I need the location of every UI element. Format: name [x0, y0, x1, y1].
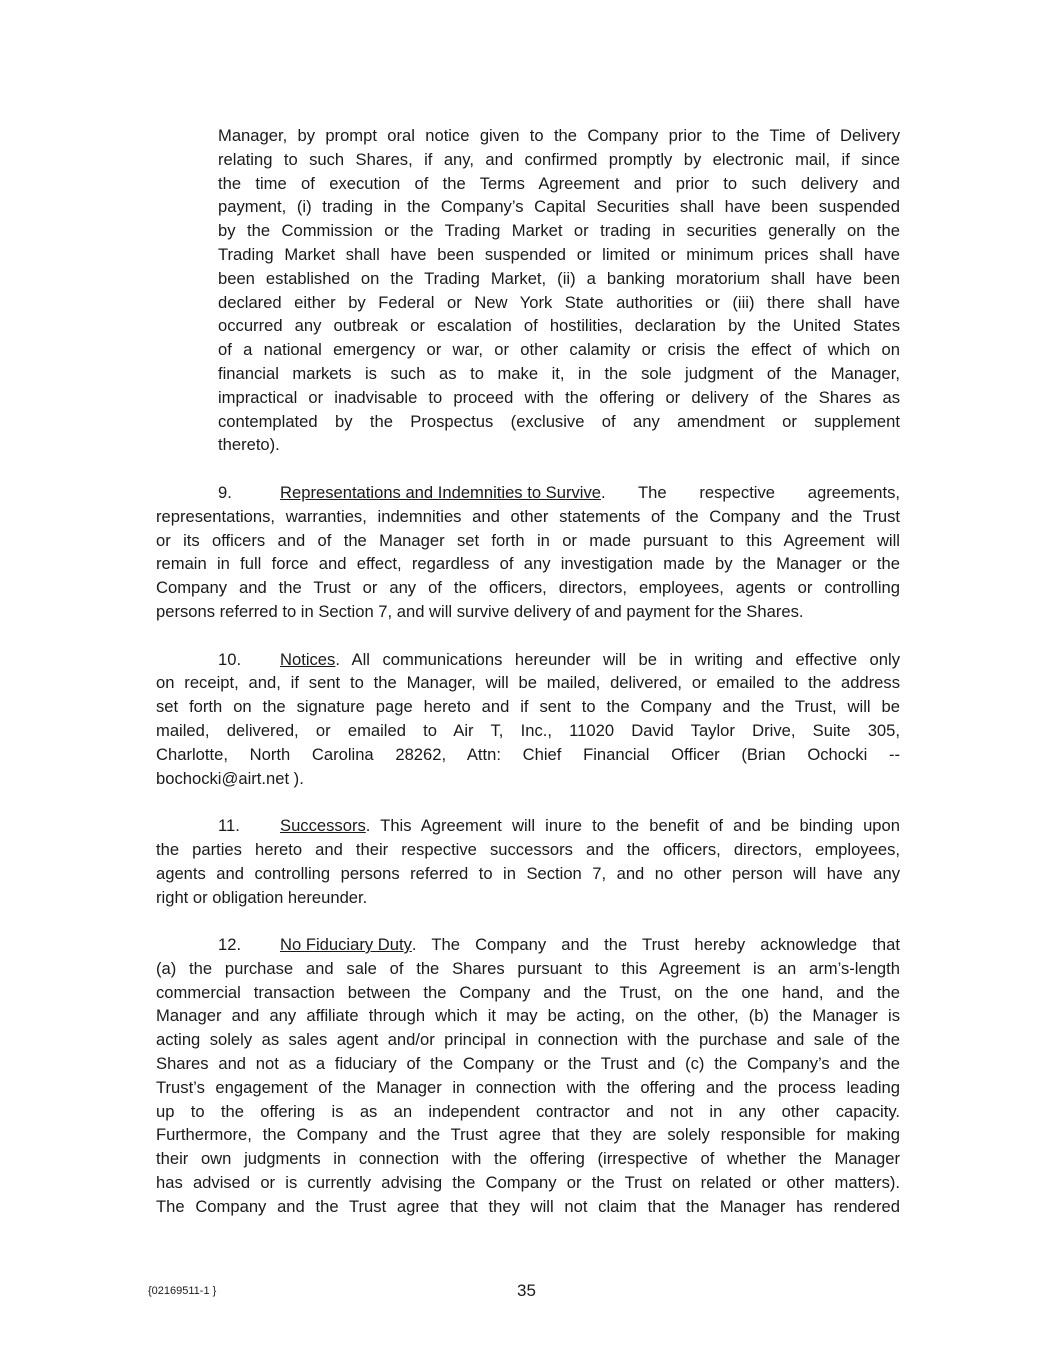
section-heading: Representations and Indemnities to Survive [280, 482, 601, 502]
section-number: 10. [218, 649, 242, 669]
text-line: persons referred to in Section 7, and will survive delivery of and payment for the Shares. [156, 601, 804, 621]
text-line: thereto). [218, 435, 280, 455]
section-paragraph [156, 481, 900, 624]
continuation-paragraph [218, 124, 900, 457]
section-text: . This Agreement will inure to the benefit of and be binding upon [365, 816, 900, 836]
section-first-line [156, 814, 900, 838]
section-heading: Notices [280, 649, 336, 669]
text-line: or its officers and of the Manager set forth in or made pursuant to this Agreement will [156, 530, 900, 550]
section-heading: No Fiduciary Duty [280, 935, 412, 955]
text-line: by the Commission or the Trading Market or trading in securities generally on the [218, 221, 900, 241]
section-paragraph [156, 648, 900, 791]
text-line: up to the offering is as an independent contractor and not in any other capacity. [156, 1101, 900, 1121]
text-line: bochocki@airt.net ). [156, 768, 304, 788]
text-line: Shares and not as a fiduciary of the Company or the Trust and (c) the Company’s and the [156, 1054, 900, 1074]
section-text: . All communications hereunder will be in writing and effective only [335, 649, 900, 669]
section-paragraph [156, 814, 900, 909]
text-line: relating to such Shares, if any, and confirmed promptly by electronic mail, if since [218, 149, 900, 169]
section-heading: Successors [280, 816, 366, 836]
text-line: their own judgments in connection with the offering (irrespective of whether the Manager [156, 1149, 900, 1169]
section-number: 12. [218, 935, 242, 955]
text-line: impractical or inadvisable to proceed with the offering or delivery of the Shares as [218, 387, 900, 407]
section-number: 9. [218, 482, 232, 502]
text-line: occurred any outbreak or escalation of hostilities, declaration by the United States [218, 316, 900, 336]
text-line: payment, (i) trading in the Company’s Capital Securities shall have been suspended [218, 197, 900, 217]
page-number: 35 [517, 1281, 536, 1300]
text-line: Furthermore, the Company and the Trust agree that they are solely responsible for making [156, 1125, 900, 1145]
section-first-line [156, 933, 900, 957]
text-line: Manager and any affiliate through which it may be acting, on the other, (b) the Manager is [156, 1006, 900, 1026]
section-text: . The respective agreements, [601, 482, 900, 502]
text-line: commercial transaction between the Company and the Trust, on the one hand, and the [156, 982, 900, 1002]
document-id: {02169511-1 } [148, 1285, 217, 1297]
section-number: 11. [218, 816, 240, 836]
text-line: been established on the Trading Market, (ii) a banking moratorium shall have been [218, 268, 900, 288]
text-line: right or obligation hereunder. [156, 887, 368, 907]
text-line: has advised or is currently advising the Company or the Trust on related or other matters). [156, 1173, 900, 1193]
section-paragraph [156, 933, 900, 1219]
text-line: remain in full force and effect, regardless of any investigation made by the Manager or the [156, 554, 900, 574]
text-line: (a) the purchase and sale of the Shares pursuant to this Agreement is an arm’s-length [156, 958, 900, 978]
section-first-line [156, 481, 900, 505]
text-line: declared either by Federal or New York State authorities or (iii) there shall have [218, 292, 900, 312]
text-line: Manager, by prompt oral notice given to the Company prior to the Time of Delivery [218, 126, 900, 145]
text-line: Trading Market shall have been suspended or limited or minimum prices shall have [218, 244, 900, 264]
text-line: agents and controlling persons referred to in Section 7, and no other person will have any [156, 863, 900, 883]
text-line: mailed, delivered, or emailed to Air T, Inc., 11020 David Taylor Drive, Suite 305, [156, 720, 900, 740]
text-line: Trust’s engagement of the Manager in connection with the offering and the process leading [156, 1077, 900, 1097]
text-line: contemplated by the Prospectus (exclusive of any amendment or supplement [218, 411, 900, 431]
text-line: set forth on the signature page hereto and if sent to the Company and the Trust, will be [156, 697, 900, 717]
text-line: Charlotte, North Carolina 28262, Attn: Chief Financial Officer (Brian Ochocki -- [156, 744, 900, 764]
text-line: financial markets is such as to make it, in the sole judgment of the Manager, [218, 363, 900, 383]
text-line: on receipt, and, if sent to the Manager, will be mailed, delivered, or emailed to the address [156, 673, 900, 693]
section-text: . The Company and the Trust hereby acknowledge that [411, 935, 900, 955]
text-line: The Company and the Trust agree that they will not claim that the Manager has rendered [156, 1196, 900, 1216]
text-line: acting solely as sales agent and/or principal in connection with the purchase and sale of the [156, 1030, 900, 1050]
text-line: representations, warranties, indemnities and other statements of the Company and the Trust [156, 506, 900, 526]
text-line: of a national emergency or war, or other calamity or crisis the effect of which on [218, 340, 900, 360]
document-body [156, 124, 900, 1242]
text-line: Company and the Trust or any of the officers, directors, employees, agents or controlling [156, 578, 900, 598]
section-first-line [156, 648, 900, 672]
text-line: the parties hereto and their respective successors and the officers, directors, employees, [156, 839, 900, 859]
text-line: the time of execution of the Terms Agreement and prior to such delivery and [218, 173, 900, 193]
